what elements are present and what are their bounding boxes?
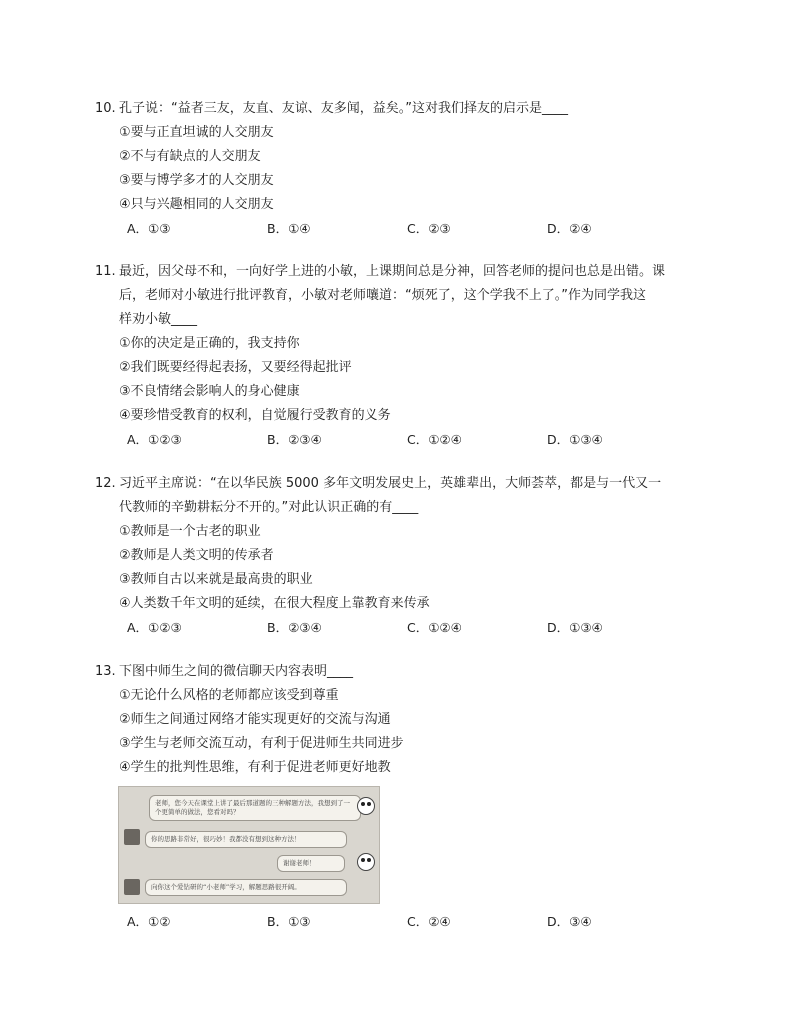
teacher-avatar-icon	[124, 879, 140, 895]
option-statement: ①教师是一个古老的职业	[119, 524, 261, 539]
option-statement: ③教师自古以来就是最高贵的职业	[119, 572, 313, 587]
chat-bubble-teacher: 向你这个爱钻研的“小老师”学习，解题思路很开阔。	[145, 879, 347, 896]
option-statement: ③要与博学多才的人交朋友	[119, 173, 274, 188]
option-statement: ④人类数千年文明的延续，在很大程度上靠教育来传承	[119, 596, 430, 611]
choice-b[interactable]: B．②③④	[267, 432, 322, 447]
teacher-avatar-icon	[124, 829, 140, 845]
choice-b[interactable]: B．①④	[267, 221, 311, 236]
question-stem: 13. 下图中师生之间的微信聊天内容表明____	[95, 664, 354, 679]
option-statement: ②不与有缺点的人交朋友	[119, 149, 261, 164]
answer-choices	[95, 910, 705, 934]
choice-a[interactable]: A．①②③	[127, 620, 182, 635]
choice-c[interactable]: C．①②④	[407, 432, 462, 447]
option-statement: ④只与兴趣相同的人交朋友	[119, 197, 274, 212]
choice-c[interactable]: C．②③	[407, 221, 451, 236]
panda-avatar-icon	[357, 853, 375, 871]
wechat-chat-image	[118, 786, 380, 904]
choice-b[interactable]: B．①③	[267, 914, 311, 929]
option-statement: ①要与正直坦诚的人交朋友	[119, 125, 274, 140]
question-stem: 10. 孔子说：“益者三友，友直、友谅、友多闻，益矣。”这对我们择友的启示是____	[95, 101, 568, 116]
option-statement: ①无论什么风格的老师都应该受到尊重	[119, 688, 339, 703]
choice-d[interactable]: D．①③④	[547, 432, 603, 447]
choice-b[interactable]: B．②③④	[267, 620, 322, 635]
option-statement: ②我们既要经得起表扬，又要经得起批评	[119, 360, 352, 375]
answer-choices	[95, 217, 705, 241]
option-statement: ④学生的批判性思维，有利于促进老师更好地教	[119, 760, 391, 775]
option-statement: ④要珍惜受教育的权利，自觉履行受教育的义务	[119, 408, 391, 423]
question-10	[95, 97, 705, 241]
question-11: 11. 最近，因父母不和，一向好学上进的小敏，上课期间总是分神，回答老师的提问也总是出错。课 后，老师对小敏进行批评教育，小敏对老师嚷道：“烦死了，这个学我不上了。”作为同学我这 样劝小敏____ ①你的决定是正确的，我支持你 ②我们既要经得起表扬，又要经得起批评 ③不良情绪会影响人的身心健康 ④要珍惜受教育的权利，自觉履行受教育的义务 A．①②③ B．②③④ C．①②④ D．①③④	[95, 260, 705, 452]
panda-avatar-icon	[357, 797, 375, 815]
chat-bubble-teacher: 你的思路非常好，很巧妙！我都没有想到这种方法！	[145, 831, 347, 848]
option-statement: ②师生之间通过网络才能实现更好的交流与沟通	[119, 712, 391, 727]
choice-c[interactable]: C．②④	[407, 914, 451, 929]
choice-a[interactable]: A．①②③	[127, 432, 182, 447]
chat-bubble-student: 谢谢老师！	[277, 855, 345, 872]
choice-c[interactable]: C．①②④	[407, 620, 462, 635]
answer-choices	[95, 428, 705, 452]
question-13-choices	[95, 910, 705, 934]
choice-a[interactable]: A．①③	[127, 221, 171, 236]
option-statement: ①你的决定是正确的，我支持你	[119, 336, 300, 351]
choice-d[interactable]: D．②④	[547, 221, 592, 236]
choice-d[interactable]: D．③④	[547, 914, 592, 929]
option-statement: ②教师是人类文明的传承者	[119, 548, 274, 563]
choice-a[interactable]: A．①②	[127, 914, 171, 929]
question-stem: 12. 习近平主席说：“在以华民族 5000 多年文明发展史上，英雄辈出，大师荟萃，都是与一代又一	[95, 476, 662, 491]
choice-d[interactable]: D．①③④	[547, 620, 603, 635]
question-12: 12. 习近平主席说：“在以华民族 5000 多年文明发展史上，英雄辈出，大师荟萃，都是与一代又一 代教师的辛勤耕耘分不开的。”对此认识正确的有____ ①教师是一个古老的职业 ②教师是人类文明的传承者 ③教师自古以来就是最高贵的职业 ④人类数千年文明的延续，在很大程度上靠教育来传承 A．①②③ B．②③④ C．①②④ D．①③④	[95, 472, 705, 640]
option-statement: ③不良情绪会影响人的身心健康	[119, 384, 300, 399]
chat-bubble-student: 老师，您今天在课堂上讲了最后那道题的三种解题方法，我想到了一个更简单的做法，您看对吗？	[149, 795, 361, 821]
answer-choices	[95, 616, 705, 640]
question-stem: 11. 最近，因父母不和，一向好学上进的小敏，上课期间总是分神，回答老师的提问也总是出错。课	[95, 264, 666, 279]
question-13	[95, 660, 705, 780]
option-statement: ③学生与老师交流互动，有利于促进师生共同进步	[119, 736, 404, 751]
